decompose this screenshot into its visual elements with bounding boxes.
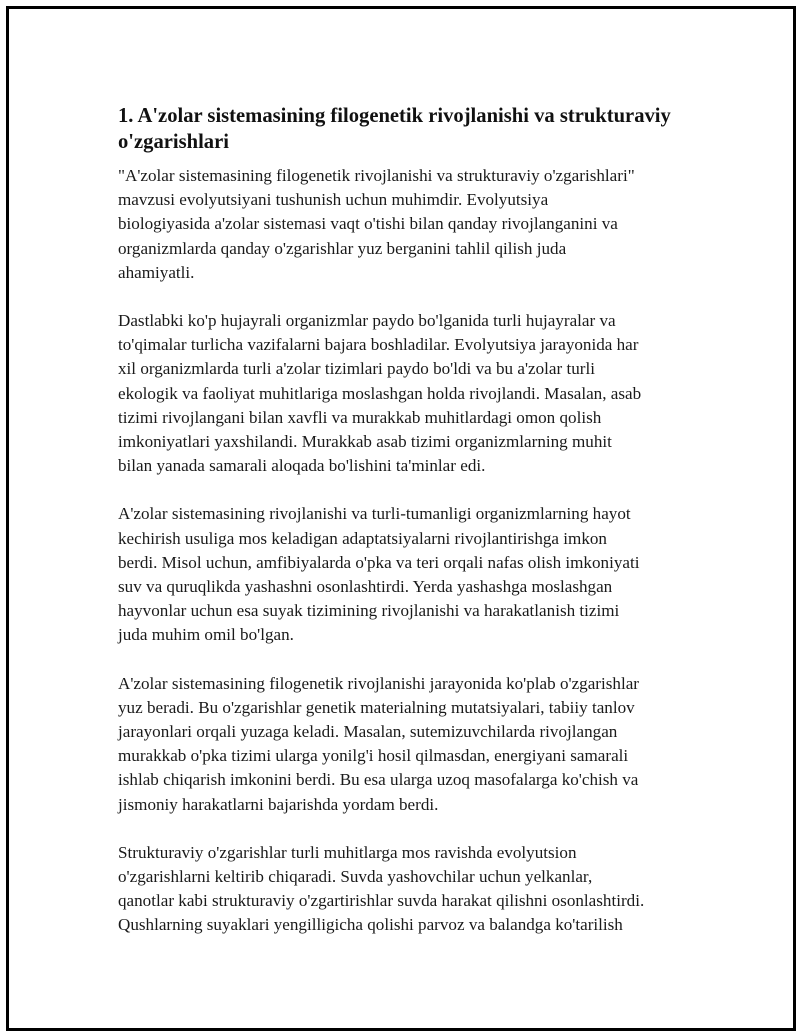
paragraph-1: "A'zolar sistemasining filogenetik rivojlanishi va strukturaviy o'zgarishlari" mavzusi evolyutsiyani tushunish uchun muhimdir. Evolyutsiya biologiyasida a'zolar sistemasi vaqt o'tishi bilan qanday rivojlanganini va organizmlarda qanday o'zgarishlar yuz berganini tahlil qilish juda ahamiyatli. — [118, 166, 635, 282]
paragraph-3: A'zolar sistemasining rivojlanishi va turli-tumanligi organizmlarning hayot kechirish usuliga mos keladigan adaptatsiyalarni rivojlantirishga imkon berdi. Misol uchun, amfibiyalarda o'pka va teri orqali nafas olish imkoniyati suv va quruqlikda yashashni osonlashtirdi. Yerda yashashga moslashgan hayvonlar uchun esa suyak tizimining rivojlanishi va harakatlanish tizimi juda muhim omil bo'lgan. — [118, 504, 640, 645]
paragraph-2: Dastlabki ko'p hujayrali organizmlar paydo bo'lganida turli hujayralar va to'qimalar turlicha vazifalarni bajara boshladilar. Evolyutsiya jarayonida har xil organizmlarda turli a'zolar tizimlari paydo bo'ldi va bu a'zolar turli ekologik va faoliyat muhitlariga moslashgan holda rivojlandi. Masalan, asab tizimi rivojlangani bilan xavfli va murakkab muhitlardagi omon qolish imkoniyatlari yaxshilandi. Murakkab asab tizimi organizmlarning muhit bilan yanada samarali aloqada bo'lishini ta'minlar edi. — [118, 311, 642, 476]
paragraph-4: A'zolar sistemasining filogenetik rivojlanishi jarayonida ko'plab o'zgarishlar yuz beradi. Bu o'zgarishlar genetik materialning mutatsiyalari, tabiiy tanlov jarayonlari orqali yuzaga keladi. Masalan, sutemizuvchilarda rivojlangan murakkab o'pka tizimi ularga yonilg'i hosil qilmasdan, energiyani samarali ishlab chiqarish imkonini berdi. Bu esa ularga uzoq masofalarga ko'chish va jismoniy harakatlarni bajarishda yordam berdi. — [118, 673, 639, 814]
document-title: 1. A'zolar sistemasining filogenetik rivojlanishi va strukturaviy o'zgarishlari — [118, 105, 671, 153]
paragraph-5: Strukturaviy o'zgarishlar turli muhitlarga mos ravishda evolyutsion o'zgarishlarni keltirib chiqaradi. Suvda yashovchilar uchun yelkanlar, qanotlar kabi strukturaviy o'zgartirishlar suvda harakat qilishni osonlashtirdi. Qushlarning suyaklari yengilligicha qolishi parvoz va balandga ko'tarilish — [118, 842, 645, 935]
document-body — [118, 103, 698, 962]
page-frame — [6, 6, 796, 1031]
